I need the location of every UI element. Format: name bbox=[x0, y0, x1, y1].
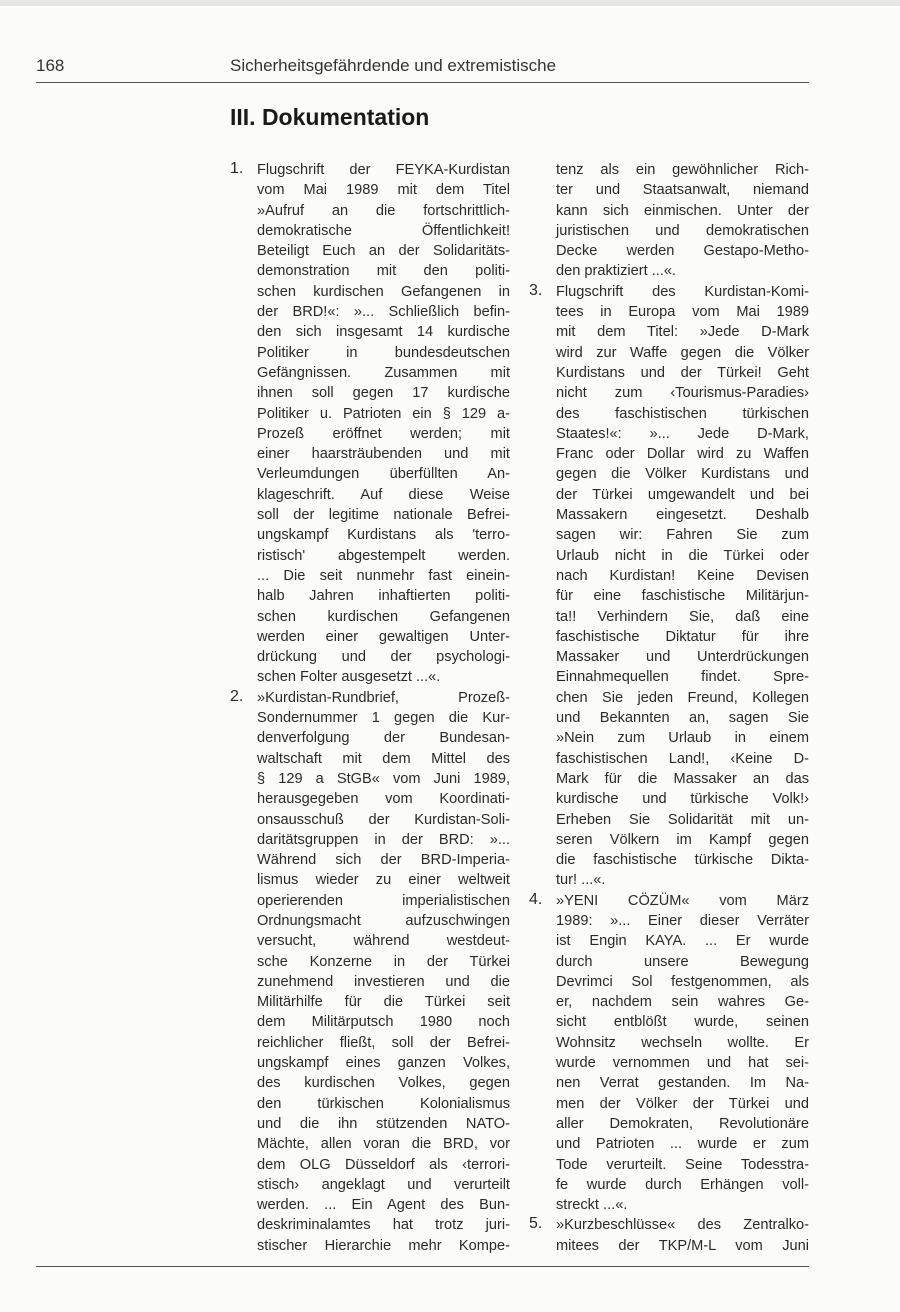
text-line: durch unsere Bewegung bbox=[556, 953, 809, 970]
text-line: sicht entblößt wurde, seinen bbox=[556, 1014, 809, 1031]
text-line: Politiker in bundesdeutschen bbox=[257, 344, 510, 361]
text-line: Während sich der BRD-Imperia- bbox=[257, 852, 510, 869]
list-item-3 bbox=[529, 282, 809, 891]
text-line: schen kurdischen Gefangenen in bbox=[257, 283, 510, 300]
text-line: nen Verrat gestanden. Im Na- bbox=[556, 1075, 809, 1092]
page-number: 168 bbox=[36, 56, 65, 75]
footer-rule bbox=[36, 1266, 809, 1267]
text-line: kurdische und türkische Volk!› bbox=[556, 791, 809, 808]
text-line: Flugschrift der FEYKA-Kurdistan bbox=[257, 162, 510, 178]
text-line: nicht zum ‹Tourismus-Paradies› bbox=[556, 385, 809, 402]
text-line: dem OLG Düsseldorf als ‹terrori- bbox=[257, 1156, 510, 1173]
text-line: Decke werden Gestapo-Metho- bbox=[556, 243, 809, 260]
text-line: Gefängnissen. Zusammen mit bbox=[257, 364, 510, 381]
text-line: drückung und der psychologi- bbox=[257, 649, 510, 666]
text-line: demonstration mit den politi- bbox=[257, 263, 510, 280]
text-line: ist Engin KAYA. ... Er wurde bbox=[556, 933, 809, 950]
text-line: Massaker und Unterdrückungen bbox=[556, 649, 809, 666]
text-line: für eine faschistische Militärjun- bbox=[556, 588, 809, 605]
text-line: »YENI CÖZÜM« vom März bbox=[556, 892, 809, 909]
text-line: der Türkei umgewandelt und bei bbox=[556, 486, 809, 503]
text-line: men der Völker der Türkei und bbox=[556, 1095, 809, 1112]
text-line: die faschistische türkische Dikta- bbox=[556, 852, 809, 869]
text-line: und Bekannten an, sagen Sie bbox=[556, 710, 809, 727]
text-line: »Aufruf an die fortschrittlich- bbox=[257, 202, 510, 219]
text-line: »Kurzbeschlüsse« des Zentralko- bbox=[556, 1217, 809, 1234]
text-line: Ordnungsmacht aufzuschwingen bbox=[257, 912, 510, 929]
item-text bbox=[257, 688, 510, 1256]
text-line: ta!! Verhindern Sie, daß eine bbox=[556, 608, 809, 625]
text-line: 1989: »... Einer dieser Verräter bbox=[556, 912, 809, 929]
text-line: des kurdischen Volkes, gegen bbox=[257, 1075, 510, 1092]
text-line: streckt ...«. bbox=[556, 1197, 628, 1214]
text-line: ihnen soll gegen 17 kurdische bbox=[257, 385, 510, 402]
text-line: dem Militärputsch 1980 noch bbox=[257, 1014, 510, 1031]
item-number: 2. bbox=[230, 687, 244, 705]
text-line: kann sich einmischen. Unter der bbox=[556, 202, 809, 219]
text-line: Massakern eingesetzt. Deshalb bbox=[556, 507, 809, 524]
text-line: ristisch' abgestempelt werden. bbox=[257, 547, 510, 564]
text-line: onsausschuß der Kurdistan-Soli- bbox=[257, 811, 510, 828]
text-line: werden einer gewaltigen Unter- bbox=[257, 628, 510, 645]
text-line: Militärhilfe für die Türkei seit bbox=[257, 994, 510, 1011]
list-item-2-continued bbox=[529, 160, 809, 282]
text-line: Staates!«: »... Jede D-Mark, bbox=[556, 425, 809, 442]
text-line: Franc oder Dollar wird zu Waffen bbox=[556, 446, 809, 463]
text-line: halb Jahren inhaftierten politi- bbox=[257, 588, 510, 605]
text-line: denverfolgung der Bundesan- bbox=[257, 730, 510, 747]
text-line: aller Demokraten, Revolutionäre bbox=[556, 1115, 809, 1132]
text-line: Flugschrift des Kurdistan-Komi- bbox=[556, 283, 809, 300]
header-rule bbox=[36, 82, 809, 83]
text-line: mit dem Titel: »Jede D-Mark bbox=[556, 324, 809, 341]
text-line: wurde vernommen und hat sei- bbox=[556, 1055, 809, 1072]
text-line: wird zur Waffe gegen die Völker bbox=[556, 344, 809, 361]
item-number: 5. bbox=[529, 1215, 543, 1233]
text-line: Mächte, allen voran die BRD, vor bbox=[257, 1136, 510, 1153]
text-line: der BRD!«: »... Schließlich befin- bbox=[257, 304, 510, 321]
text-line: zunehmend investieren und die bbox=[257, 973, 510, 990]
running-header: Sicherheitsgefährdende und extremistische bbox=[230, 56, 557, 75]
text-line: er, nachdem sein wahres Ge- bbox=[556, 994, 809, 1011]
list-item-1 bbox=[230, 160, 510, 688]
text-line: demokratische Öffentlichkeit! bbox=[257, 222, 510, 239]
text-line: stischer Hierarchie mehr Kompe- bbox=[257, 1237, 510, 1254]
text-line: ungskampf eines ganzen Volkes, bbox=[257, 1055, 510, 1072]
item-number: 3. bbox=[529, 281, 543, 299]
text-line: Devrimci Sol festgenommen, als bbox=[556, 973, 809, 990]
text-line: faschistische Diktatur für ihre bbox=[556, 628, 809, 645]
text-line: und Patrioten ... wurde er zum bbox=[556, 1136, 809, 1153]
text-line: den sich insgesamt 14 kurdische bbox=[257, 324, 510, 341]
text-line: operierenden imperialistischen bbox=[257, 892, 510, 909]
text-line: tenz als ein gewöhnlicher Rich- bbox=[556, 162, 809, 178]
text-line: Politiker u. Patrioten ein § 129 a- bbox=[257, 405, 510, 422]
section-title: III. Dokumentation bbox=[230, 104, 430, 130]
page-edge bbox=[0, 0, 900, 6]
text-line: Einnahmequellen findet. Spre- bbox=[556, 669, 809, 686]
text-line: chen Sie jeden Freund, Kollegen bbox=[556, 689, 809, 706]
text-line: Urlaub nicht in die Türkei oder bbox=[556, 547, 809, 564]
text-line: Wohnsitz wechseln wollte. Er bbox=[556, 1034, 809, 1051]
text-line: stisch› angeklagt und verurteilt bbox=[257, 1176, 510, 1193]
text-line: fe wurde durch Erhängen voll- bbox=[556, 1176, 809, 1193]
list-item-2 bbox=[230, 688, 510, 1256]
text-line: mitees der TKP/M-L vom Juni bbox=[556, 1237, 809, 1254]
text-line: und die ihn stützenden NATO- bbox=[257, 1115, 510, 1132]
text-line: soll der legitime nationale Befrei- bbox=[257, 507, 510, 524]
text-line: Prozeß eröffnet werden; mit bbox=[257, 425, 510, 442]
text-line: schen Folter ausgesetzt ...«. bbox=[257, 669, 441, 686]
text-line: ungskampf Kurdistans als 'terro- bbox=[257, 527, 510, 544]
text-line: schen kurdischen Gefangenen bbox=[257, 608, 510, 625]
right-column bbox=[529, 160, 809, 1256]
text-line: versucht, während westdeut- bbox=[257, 933, 510, 950]
text-line: Verleumdungen überfüllten An- bbox=[257, 466, 510, 483]
text-line: tees in Europa vom Mai 1989 bbox=[556, 304, 809, 321]
text-line: »Nein zum Urlaub in einem bbox=[556, 730, 809, 747]
text-line: Tode verurteilt. Seine Todesstra- bbox=[556, 1156, 809, 1173]
item-text bbox=[556, 160, 809, 282]
text-line: vom Mai 1989 mit dem Titel bbox=[257, 182, 510, 199]
item-number: 1. bbox=[230, 160, 244, 177]
text-line: ter und Staatsanwalt, niemand bbox=[556, 182, 809, 199]
text-line: sche Konzerne in der Türkei bbox=[257, 953, 510, 970]
text-line: den praktiziert ...«. bbox=[556, 263, 677, 280]
text-line: waltschaft mit dem Mittel des bbox=[257, 750, 510, 767]
text-line: § 129 a StGB« vom Juni 1989, bbox=[257, 770, 510, 787]
text-line: juristischen und demokratischen bbox=[556, 222, 809, 239]
item-text bbox=[257, 160, 510, 688]
text-line: Erheben Sie Solidarität mit un- bbox=[556, 811, 809, 828]
text-line: sagen wir: Fahren Sie zum bbox=[556, 527, 809, 544]
text-line: »Kurdistan-Rundbrief, Prozeß- bbox=[257, 689, 510, 706]
text-line: den türkischen Kolonialismus bbox=[257, 1095, 510, 1112]
list-item-5 bbox=[529, 1215, 809, 1256]
text-line: herausgegeben vom Koordinati- bbox=[257, 791, 510, 808]
text-line: seren Völkern im Kampf gegen bbox=[556, 831, 809, 848]
text-line: Beteiligt Euch an der Solidaritäts- bbox=[257, 243, 510, 260]
text-line: lismus wieder zu einer weltweit bbox=[257, 872, 510, 889]
text-line: gegen die Völker Kurdistans und bbox=[556, 466, 809, 483]
text-line: deskriminalamtes hat trotz juri- bbox=[257, 1217, 510, 1234]
text-line: des faschistischen türkischen bbox=[556, 405, 809, 422]
text-line: klageschrift. Auf diese Weise bbox=[257, 486, 510, 503]
text-line: faschistischen Land!, ‹Keine D- bbox=[556, 750, 809, 767]
list-item-4 bbox=[529, 891, 809, 1216]
text-line: ... Die seit nunmehr fast einein- bbox=[257, 567, 510, 584]
text-line: Sondernummer 1 gegen die Kur- bbox=[257, 710, 510, 727]
text-line: daritätsgruppen in der BRD: »... bbox=[257, 831, 510, 848]
item-text bbox=[556, 891, 809, 1216]
text-line: Kurdistans und der Türkei! Geht bbox=[556, 364, 809, 381]
text-line: tur! ...«. bbox=[556, 872, 606, 889]
left-column bbox=[230, 160, 510, 1256]
text-line: Mark für die Massaker an das bbox=[556, 770, 809, 787]
text-line: einer haarsträubenden und mit bbox=[257, 446, 510, 463]
item-text bbox=[556, 282, 809, 891]
text-line: reichlicher fließt, soll der Befrei- bbox=[257, 1034, 510, 1051]
item-number: 4. bbox=[529, 890, 543, 908]
text-line: nach Kurdistan! Keine Devisen bbox=[556, 567, 809, 584]
text-line: werden. ... Ein Agent des Bun- bbox=[257, 1197, 510, 1214]
item-text bbox=[556, 1215, 809, 1256]
